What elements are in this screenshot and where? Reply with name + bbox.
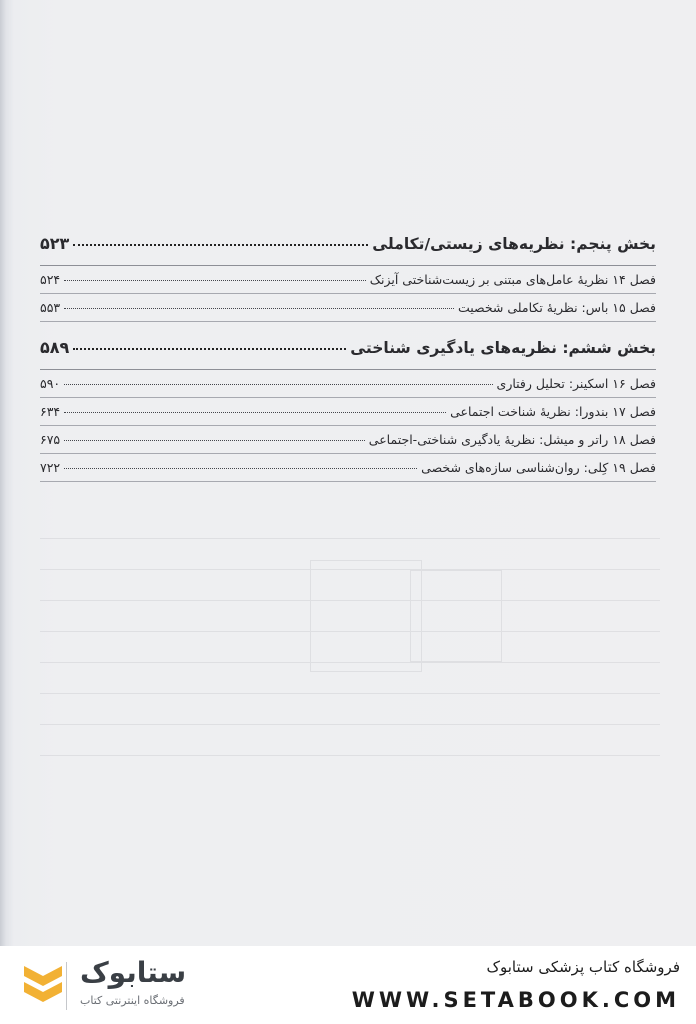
chapter-title: فصل ۱۴ نظریهٔ عامل‌های مبتنی بر زیست‌شناختی آیزنک [369, 272, 656, 287]
store-footer [0, 946, 696, 1024]
chapter-page: ۶۷۵ [40, 432, 61, 447]
dot-leader [64, 468, 417, 469]
store-logo[interactable] [22, 956, 282, 1018]
chapter-title: فصل ۱۸ راتر و میشل: نظریهٔ یادگیری شناختی-اجتماعی [368, 432, 656, 447]
chapter-page: ۵۵۳ [40, 300, 61, 315]
section-title: بخش پنجم: نظریه‌های زیستی/تکاملی [372, 235, 656, 253]
chapter-title: فصل ۱۹ کِلی: روان‌شناسی سازه‌های شخصی [421, 460, 656, 475]
book-chevron-icon [22, 962, 64, 1008]
toc-chapter-14[interactable] [40, 266, 656, 294]
toc-chapter-15[interactable] [40, 294, 656, 322]
section-gap [40, 322, 656, 334]
dot-leader [73, 244, 368, 246]
toc-chapter-17[interactable] [40, 398, 656, 426]
chapter-title: فصل ۱۷ بندورا: نظریهٔ شناخت اجتماعی [450, 404, 656, 419]
chapter-title: فصل ۱۶ اسکینر: تحلیل رفتاری [496, 376, 656, 391]
chapter-page: ۷۲۲ [40, 460, 61, 475]
dot-leader [73, 348, 346, 350]
chapter-page: ۵۹۰ [40, 376, 61, 391]
toc-section-5[interactable] [40, 230, 656, 266]
chapter-title: فصل ۱۵ باس: نظریهٔ تکاملی شخصیت [457, 300, 656, 315]
section-page: ۵۲۳ [40, 234, 70, 253]
dot-leader [64, 384, 492, 385]
store-name: فروشگاه کتاب پزشکی ستابوک [486, 958, 680, 976]
toc-section-6[interactable] [40, 334, 656, 370]
dot-leader [64, 308, 454, 309]
logo-subtitle: فروشگاه اینترنتی کتاب [80, 994, 185, 1007]
toc-chapter-18[interactable] [40, 426, 656, 454]
table-of-contents [40, 230, 656, 482]
store-url-link[interactable]: WWW.SETABOOK.COM [351, 988, 680, 1012]
logo-divider [66, 962, 67, 1010]
toc-chapter-16[interactable] [40, 370, 656, 398]
dot-leader [64, 412, 446, 413]
bleed-through-blur [40, 520, 660, 850]
section-title: بخش ششم: نظریه‌های یادگیری شناختی [350, 339, 656, 357]
chapter-page: ۶۳۴ [40, 404, 61, 419]
chapter-page: ۵۲۴ [40, 272, 61, 287]
dot-leader [64, 440, 365, 441]
section-page: ۵۸۹ [40, 338, 70, 357]
toc-chapter-19[interactable] [40, 454, 656, 482]
logo-wordmark: ستابوک [80, 956, 187, 989]
dot-leader [64, 280, 366, 281]
